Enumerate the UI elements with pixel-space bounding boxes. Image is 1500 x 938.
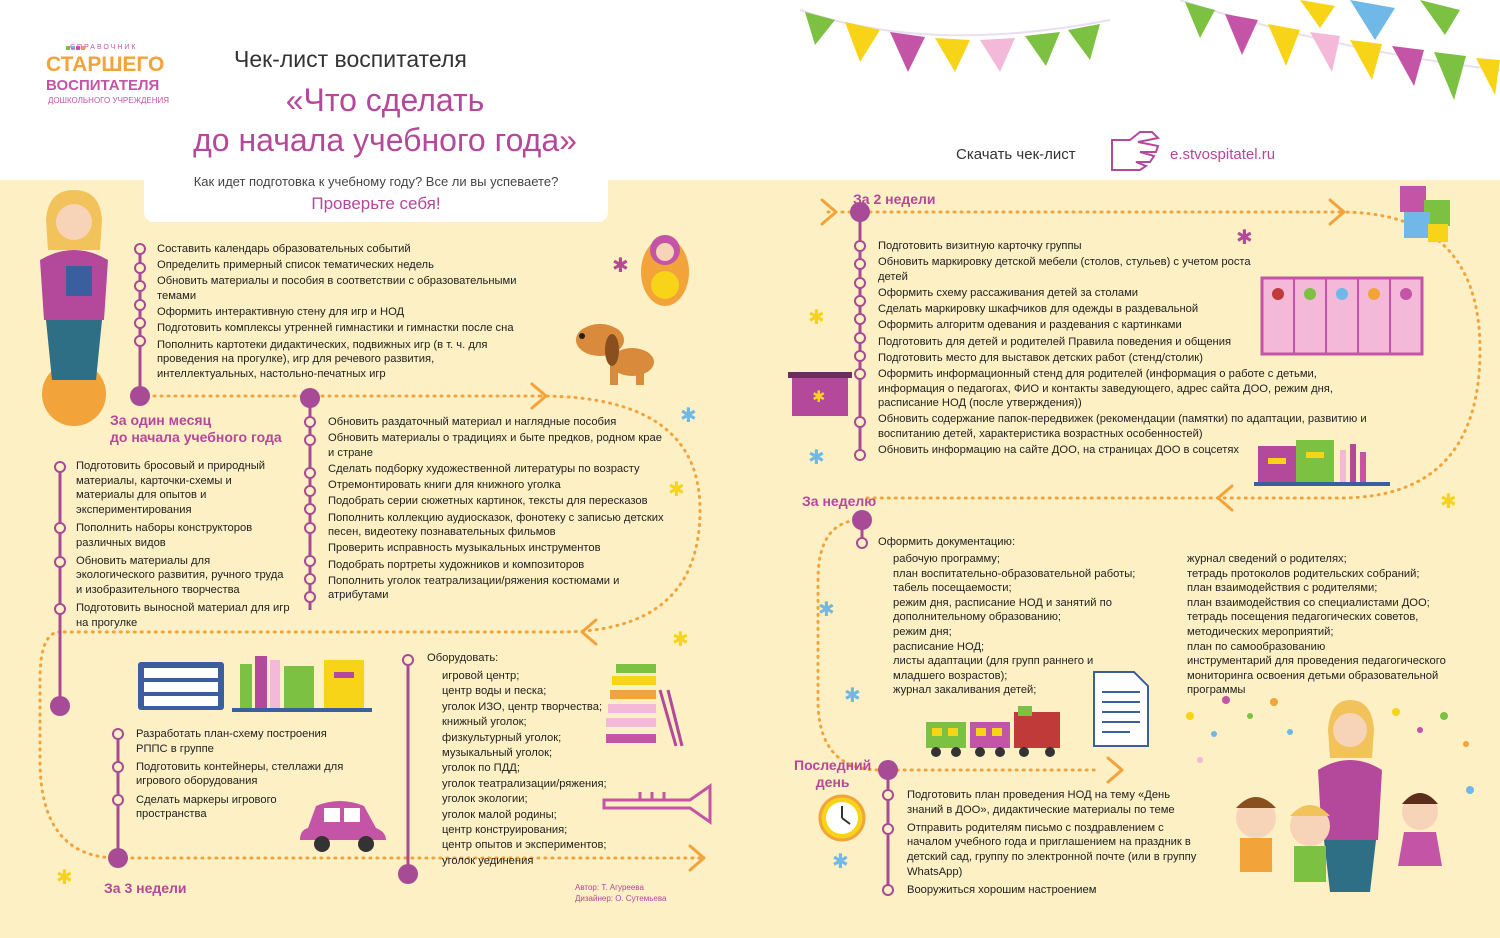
last-day-heading-line2: день	[815, 774, 850, 790]
info-stand-icon	[788, 372, 852, 416]
list-item: расписание НОД;	[893, 640, 985, 653]
docs-title: Оформить документацию:	[878, 536, 1016, 548]
month-top-list	[157, 242, 557, 383]
list-item: журнал закаливания детей;	[893, 684, 1037, 697]
docs-list-col2	[1187, 552, 1457, 698]
list-item: уголок малой родины;	[442, 808, 557, 821]
list-item: Составить календарь образовательных событий	[157, 243, 411, 255]
page-title: Чек-лист воспитателя	[234, 46, 467, 72]
three-weeks-list	[136, 727, 346, 825]
month-heading-line2: до начала учебного года	[110, 429, 282, 445]
list-item: инструментарий для проведения педагогического мониторинга освоения детьми образовательной программы	[1187, 655, 1446, 697]
teacher-with-kids-illustration	[1236, 700, 1442, 892]
list-item: Вооружиться хорошим настроением	[907, 883, 1097, 896]
list-item: Сделать маркировку шкафчиков для одежды в раздевальной	[878, 303, 1199, 316]
list-item: Подобрать портреты художников и композиторов	[328, 558, 585, 571]
list-item: режим дня;	[893, 625, 952, 638]
list-item: тетрадь протоколов родительских собраний;	[1187, 567, 1420, 580]
list-item: Подготовить для детей и родителей Правила поведения и общения	[878, 335, 1232, 348]
logo-subtitle: СПРАВОЧНИК	[70, 44, 138, 51]
pointing-hand-icon	[1112, 132, 1158, 170]
list-item: Обновить материалы для экологического развития, ручного труда и изобразительного творчества	[76, 554, 284, 596]
svg-text:✱: ✱	[56, 865, 73, 889]
svg-text:✱: ✱	[832, 849, 849, 873]
matryoshka-illustration	[641, 235, 689, 306]
svg-text:✱: ✱	[818, 597, 835, 621]
docs-list-col1	[893, 552, 1155, 698]
last-day-heading-line1: Последний	[794, 757, 872, 773]
books-icon	[232, 656, 372, 712]
month-mid-list	[328, 415, 688, 604]
list-item: Обновить раздаточный материал и наглядные пособия	[328, 416, 617, 428]
list-item: Обновить маркировку детской мебели (столов, стульев) с учетом роста детей	[878, 256, 1251, 283]
list-item: Пополнить коллекцию аудиосказок, фонотеку с записью детских песен, видеотеку познавательных фильмов	[328, 511, 664, 539]
list-item: Пополнить наборы конструкторов различных видов	[76, 521, 253, 549]
svg-text:✱: ✱	[808, 305, 825, 329]
list-item: Оформить информационный стенд для родителей (информация о работе с детьми, информация о педагогах, ФИО и контакты заведующего, адрес сайта ДОО, режим дня, расписание НОД (после утверждения))	[878, 367, 1333, 410]
list-item: Обновить содержание папок-передвижек (рекомендации (памятки) по адаптации, развитию и воспитанию детей, характеристика возрастных особенностей)	[878, 413, 1367, 440]
question-text: Как идет подготовка к учебному году? Все ли вы успеваете?	[193, 174, 559, 189]
list-item: Сделать подборку художественной литературы по возрасту	[328, 462, 640, 475]
list-item: Отремонтировать книги для книжного уголка	[328, 479, 561, 492]
list-item: Подобрать серии сюжетных картинок, тексты для пересказов	[328, 495, 648, 508]
download-link[interactable]: e.stvospitatel.ru	[1170, 146, 1276, 163]
month-heading	[110, 412, 282, 446]
three-weeks-heading: За 3 недели	[104, 880, 187, 896]
last-day-list	[907, 788, 1207, 901]
svg-text:✱: ✱	[668, 477, 685, 501]
svg-text:✱: ✱	[612, 253, 629, 277]
list-item: Проверить исправность музыкальных инструментов	[328, 542, 601, 555]
list-item: уголок ИЗО, центр творчества;	[442, 700, 603, 713]
list-item: книжный уголок;	[442, 716, 527, 729]
week-heading: За неделю	[802, 493, 877, 509]
subtitle-line2: до начала учебного года»	[193, 122, 577, 158]
bunting-left	[800, 10, 1110, 72]
last-day-heading	[794, 757, 871, 791]
list-item: игровой центр;	[442, 670, 520, 682]
svg-text:✱: ✱	[808, 445, 825, 469]
folders-icon	[1254, 440, 1390, 486]
credit-designer: Дизайнер: О. Сутемьева	[575, 894, 667, 903]
list-item: уголок театрализации/ряжения;	[442, 777, 607, 790]
svg-text:✱: ✱	[672, 627, 689, 651]
list-item: Отправить родителям письмо с поздравлением с началом учебного года и приглашением на праздник в детский сад, группу по электронной почте (или в группу WhatsApp)	[907, 821, 1197, 878]
logo-line2: ВОСПИТАТЕЛЯ	[46, 77, 160, 94]
list-item: Разработать план-схему построения РППС в группе	[136, 728, 327, 755]
month-left-list	[76, 459, 292, 634]
teacher-illustration-left	[40, 190, 108, 426]
list-item: Подготовить визитную карточку группы	[878, 240, 1082, 252]
lockers-icon	[1262, 278, 1422, 354]
two-weeks-heading: За 2 недели	[853, 191, 936, 207]
svg-text:✱: ✱	[680, 403, 697, 427]
credit-author: Автор: Т. Агуреева	[575, 883, 644, 892]
two-weeks-list	[878, 239, 1367, 459]
list-item: Обновить материалы и пособия в соответствии с образовательными темами	[157, 275, 517, 302]
list-item: режим дня, расписание НОД и занятий по дополнительному образованию;	[893, 596, 1112, 624]
list-item: Пополнить уголок театрализации/ряжения костюмами и атрибутами	[328, 574, 620, 602]
svg-text:✱: ✱	[1440, 489, 1457, 513]
list-item: Обновить информацию на сайте ДОО, на страницах ДОО в соцсетях	[878, 444, 1240, 457]
equip-title: Оборудовать:	[427, 652, 499, 664]
list-item: Подготовить бросовый и природный материалы, карточки-схемы и материалы для опытов и экспериментирования	[76, 460, 266, 516]
list-item: Подготовить контейнеры, стеллажи для игрового оборудования	[136, 760, 344, 788]
list-item: физкультурный уголок;	[442, 731, 562, 744]
svg-text:✱: ✱	[844, 683, 861, 707]
list-item: Оформить алгоритм одевания и раздевания с картинками	[878, 319, 1182, 332]
list-item: план по самообразованию	[1187, 640, 1326, 653]
list-item: Оформить интерактивную стену для игр и НОД	[157, 306, 405, 319]
puzzle-icon	[1400, 186, 1450, 242]
list-item: Сделать маркеры игрового пространства	[136, 793, 277, 821]
board-icon	[138, 662, 224, 710]
list-item: рабочую программу;	[893, 553, 1000, 565]
list-item: Обновить материалы о традициях и быте предков, родном крае и стране	[328, 432, 662, 459]
subtitle-line1: «Что сделать	[285, 82, 485, 118]
equip-list	[442, 669, 622, 869]
list-item: тетрадь посещения педагогических советов, методических мероприятий;	[1187, 611, 1419, 638]
list-item: Подготовить выносной материал для игр на прогулке	[76, 602, 290, 629]
train-icon	[926, 706, 1060, 757]
list-item: план воспитательно-образовательной работы;	[893, 567, 1136, 580]
list-item: Подготовить место для выставок детских работ (стенд/столик)	[878, 351, 1203, 364]
svg-text:✱: ✱	[812, 387, 826, 406]
month-heading-line1: За один месяц	[110, 412, 212, 428]
list-item: центр конструирования;	[442, 824, 568, 837]
download-label: Скачать чек-лист	[956, 146, 1076, 163]
credits	[575, 882, 666, 904]
logo-line1: СТАРШЕГО	[46, 53, 165, 76]
dog-illustration	[576, 324, 654, 385]
list-item: музыкальный уголок;	[442, 747, 553, 760]
list-item: журнал сведений о родителях;	[1187, 553, 1347, 565]
list-item: Подготовить план проведения НОД на тему «День знаний в ДОО», дидактические материалы по теме	[907, 789, 1175, 816]
page-subtitle	[150, 80, 620, 160]
list-item: Определить примерный список тематических недель	[157, 259, 434, 272]
question-box	[144, 166, 608, 222]
list-item: уголок по ПДД;	[442, 762, 520, 775]
list-item: уголок экологии;	[442, 793, 528, 806]
logo-line3: ДОШКОЛЬНОГО УЧРЕЖДЕНИЯ	[48, 96, 170, 105]
question-cta: Проверьте себя!	[311, 194, 441, 213]
list-item: Оформить схему рассаживания детей за столами	[878, 286, 1139, 299]
list-item: табель посещаемости;	[893, 582, 1012, 595]
svg-text:✱: ✱	[1236, 225, 1253, 249]
clock-icon	[820, 796, 864, 840]
list-item: центр воды и песка;	[442, 685, 547, 698]
list-item: листы адаптации (для групп раннего и младшего возрастов);	[893, 655, 1094, 682]
list-item: центр опытов и экспериментов;	[442, 839, 607, 852]
bunting-right	[1180, 0, 1500, 100]
list-item: Пополнить картотеки дидактических, подвижных игр (в т. ч. для проведения на прогулке), игр для речевого развития, интеллектуальных, настольно-печатных игр	[157, 338, 488, 380]
list-item: план взаимодействия со специалистами ДОО;	[1187, 596, 1430, 609]
list-item: план взаимодействия с родителями;	[1187, 582, 1378, 595]
list-item: Подготовить комплексы утренней гимнастики и гимнастки после сна	[157, 322, 514, 335]
list-item: уголок уединения	[442, 854, 534, 867]
